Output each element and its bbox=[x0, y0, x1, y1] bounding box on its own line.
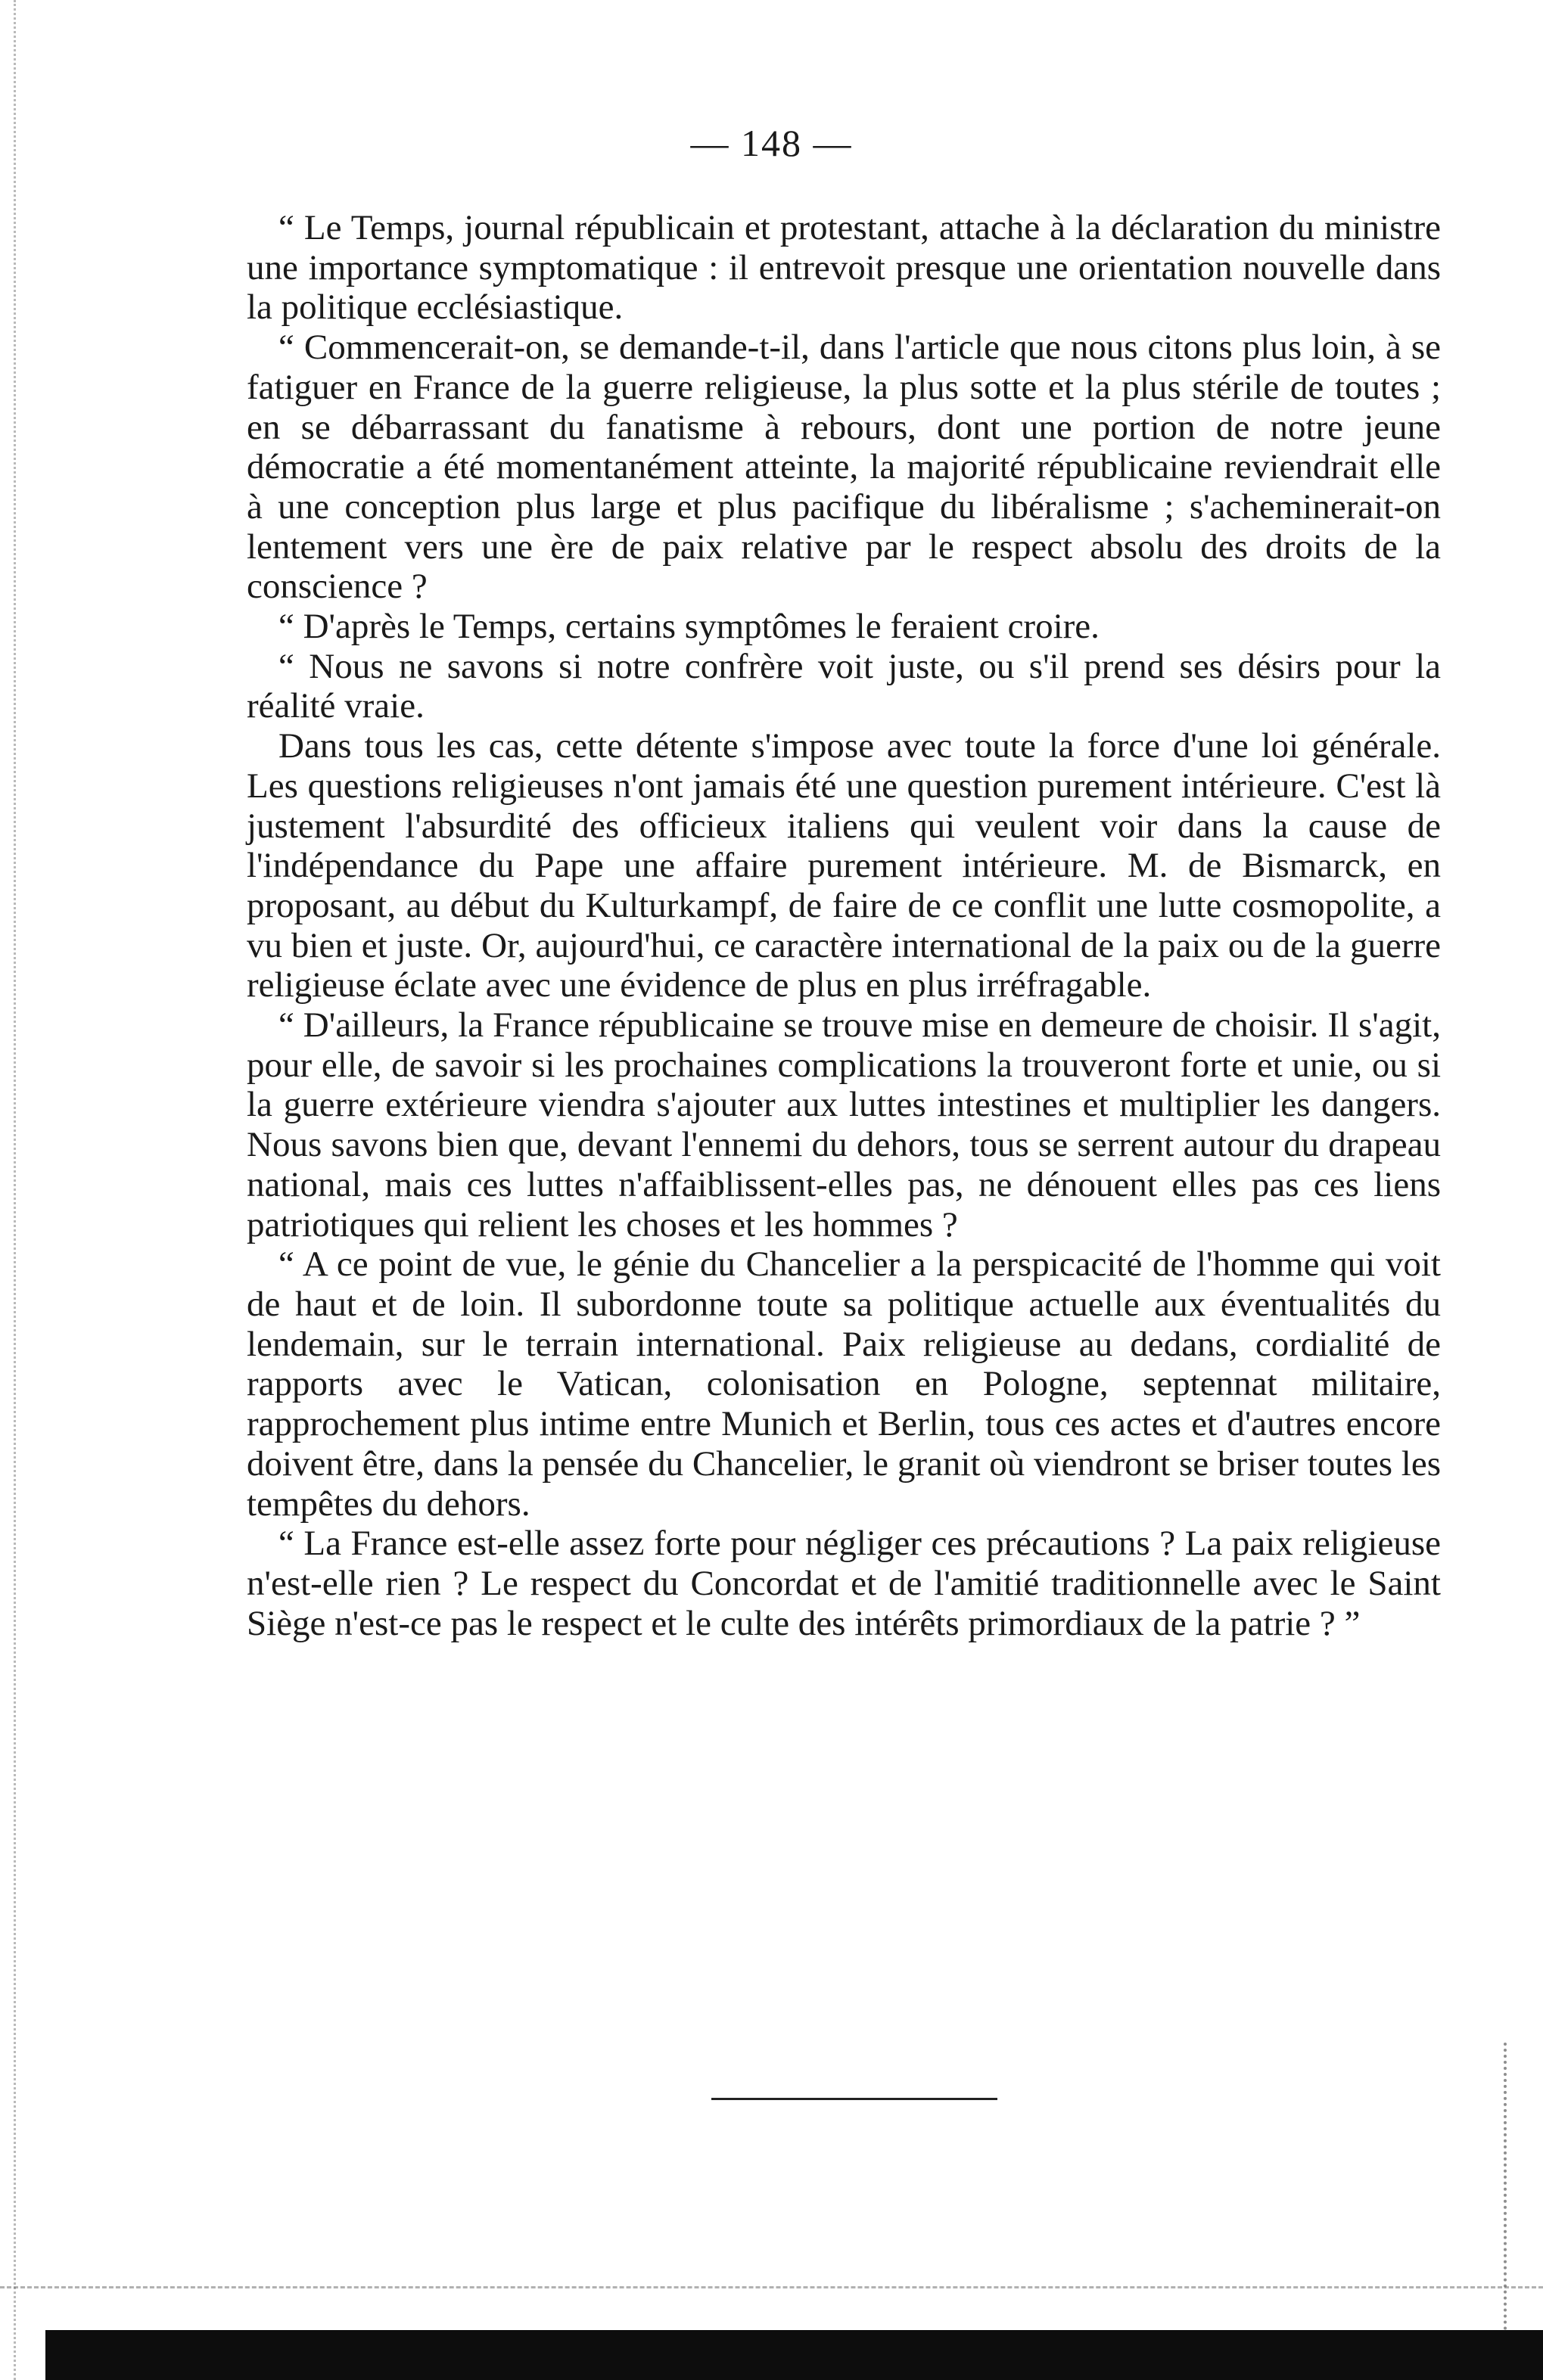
page-number: — 148 — bbox=[690, 122, 853, 164]
body-text bbox=[247, 208, 1441, 1643]
paragraph: “ D'ailleurs, la France républicaine se trouve mise en demeure de choisir. Il s'agit, pour elle, de savoir si les prochaines complications la trouveront forte et unie, ou si la guerre extérieure viendra s'ajouter aux luttes intestines et multiplier les dangers. Nous savons bien que, devant l'ennemi du dehors, tous se serrent autour du drapeau national, mais ces luttes n'affaiblissent-elles pas, ne dénouent elles pas ces liens patriotiques qui relient les choses et les hommes ? bbox=[247, 1005, 1441, 1244]
page-bottom-dashes bbox=[0, 2286, 1543, 2288]
section-divider bbox=[711, 2098, 997, 2100]
paragraph: “ Commencerait-on, se demande-t-il, dans l'article que nous citons plus loin, à se fatiguer en France de la guerre religieuse, la plus sotte et la plus stérile de toutes ; en se débarrassant du fanatisme à rebours, dont une portion de notre jeune démocratie a été momentanément atteinte, la majorité républicaine reviendrait elle à une conception plus large et plus pacifique du libéralisme ; s'acheminerait-on lentement vers une ère de paix relative par le respect absolu des droits de la conscience ? bbox=[247, 328, 1441, 607]
paragraph: “ Nous ne savons si notre confrère voit juste, ou s'il prend ses désirs pour la réalité vraie. bbox=[247, 646, 1441, 726]
page-bottom-edge bbox=[45, 2330, 1543, 2380]
paragraph: “ Le Temps, journal républicain et protestant, attache à la déclaration du ministre une importance symptomatique : il entrevoit presque une orientation nouvelle dans la politique ecclésiastique. bbox=[247, 208, 1441, 328]
page-left-edge bbox=[0, 0, 16, 2380]
paragraph: Dans tous les cas, cette détente s'impose avec toute la force d'une loi générale. Les questions religieuses n'ont jamais été une question purement intérieure. C'est là justement l'absurdité des officieux italiens qui veulent voir dans la cause de l'indépendance du Pape une affaire purement intérieure. M. de Bismarck, en proposant, au début du Kulturkampf, de faire de ce conflit une lutte cosmopolite, a vu bien et juste. Or, aujourd'hui, ce caractère international de la paix ou de la guerre religieuse éclate avec une évidence de plus en plus irréfragable. bbox=[247, 726, 1441, 1005]
paragraph: “ La France est-elle assez forte pour négliger ces précautions ? La paix religieuse n'est-elle rien ? Le respect du Concordat et de l'amitié traditionnelle avec le Saint Siège n'est-ce pas le respect et le culte des intérêts primordiaux de la patrie ? ” bbox=[247, 1524, 1441, 1643]
paragraph: “ A ce point de vue, le génie du Chancelier a la perspicacité de l'homme qui voit de haut et de loin. Il subordonne toute sa politique actuelle aux éventualités du lendemain, sur le terrain international. Paix religieuse au dedans, cordialité de rapports avec le Vatican, colonisation en Pologne, septennat militaire, rapprochement plus intime entre Munich et Berlin, tous ces actes et d'autres encore doivent être, dans la pensée du Chancelier, le granit où viendront se briser toutes les tempêtes du dehors. bbox=[247, 1244, 1441, 1524]
paragraph: “ D'après le Temps, certains symptômes le feraient croire. bbox=[278, 607, 1100, 647]
